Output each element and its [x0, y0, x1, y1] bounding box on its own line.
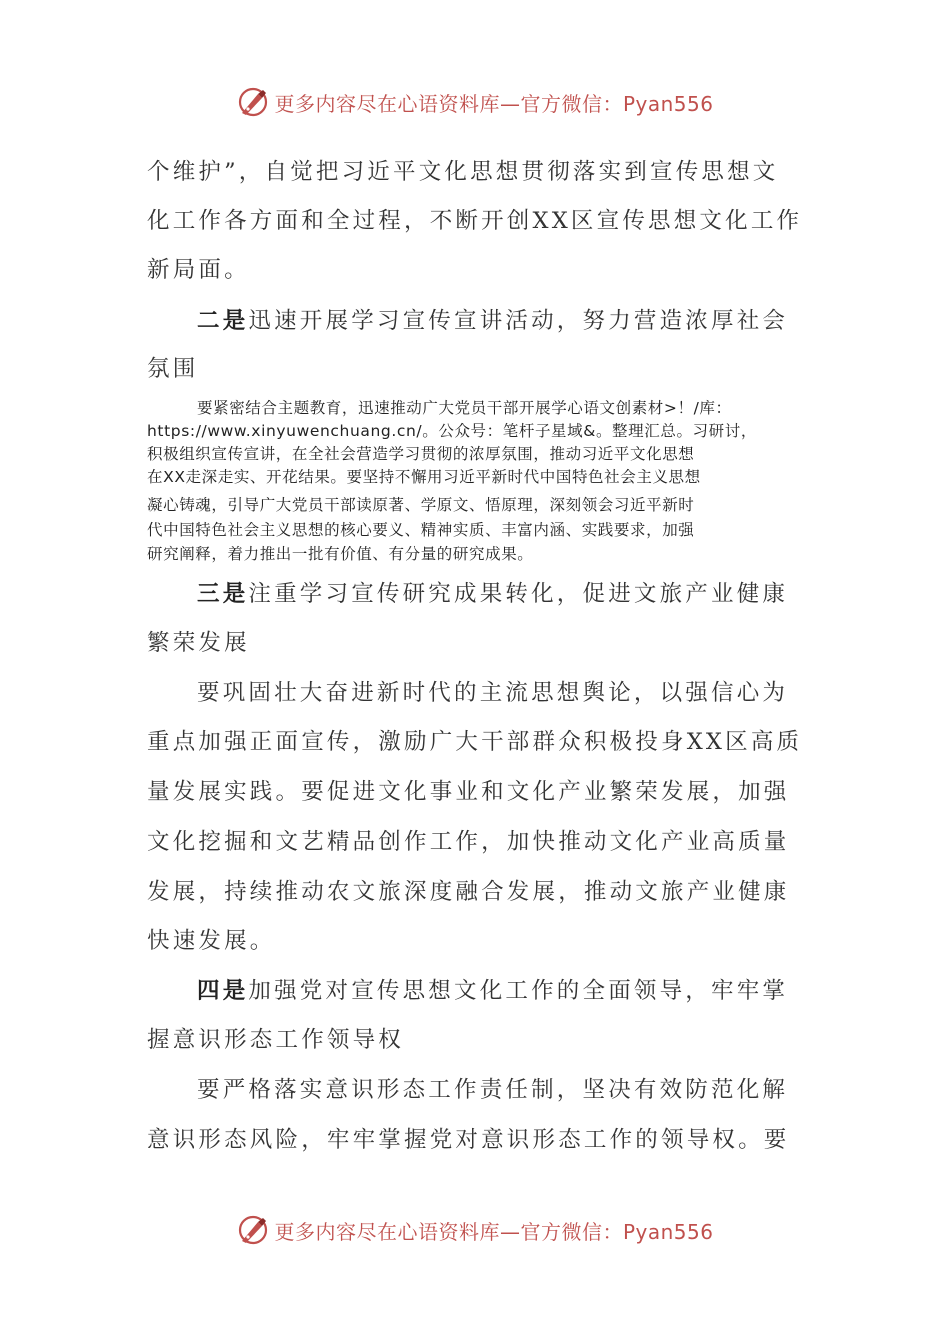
- paragraph-line-small: 要紧密结合主题教育，迅速推动广大党员干部开展学心语文创素材>！/库：: [197, 399, 732, 417]
- heading-lead: 三是: [197, 581, 249, 607]
- paragraph-line-small: https://www.xinyuwenchuang.cn/。公众号：笔杆子星域&。整理汇总。习研讨，: [147, 422, 757, 440]
- pen-nib-logo-icon: [236, 85, 270, 119]
- paragraph-line-small: 凝心铸魂，引导广大党员干部读原著、学原文、悟原理，深刻领会习近平新时: [147, 496, 695, 514]
- pen-nib-logo-icon: [236, 1213, 270, 1247]
- paragraph-line-small: 在XX走深走实、开花结果。要坚持不懈用习近平新时代中国特色社会主义思想: [147, 468, 701, 486]
- paragraph-line: 新局面。: [147, 257, 250, 283]
- heading-lead: 二是: [197, 308, 249, 334]
- paragraph-line-small: 代中国特色社会主义思想的核心要义、精神实质、丰富内涵、实践要求，加强: [147, 521, 695, 539]
- paragraph-line: 要严格落实意识形态工作责任制，坚决有效防范化解: [197, 1077, 789, 1103]
- paragraph-line: 量发展实践。要促进文化事业和文化产业繁荣发展，加强: [147, 779, 790, 805]
- banner-text: 更多内容尽在心语资料库—官方微信：Pyan556: [274, 1219, 714, 1244]
- section-heading-3: [197, 578, 788, 610]
- paragraph-line: 重点加强正面宣传，激励广大干部群众积极投身XX区高质: [147, 729, 803, 755]
- heading-text: 加强党对宣传思想文化工作的全面领导，牢牢掌: [248, 978, 789, 1004]
- paragraph-line: 化工作各方面和全过程，不断开创XX区宣传思想文化工作: [147, 208, 803, 234]
- paragraph-line: 文化挖掘和文艺精品创作工作，加快推动文化产业高质量: [147, 829, 790, 855]
- paragraph-line: 意识形态风险，牢牢掌握党对意识形态工作的领导权。要: [147, 1127, 790, 1153]
- banner-text: 更多内容尽在心语资料库—官方微信：Pyan556: [274, 91, 714, 116]
- section-heading-4-wrap: 握意识形态工作领导权: [147, 1027, 405, 1053]
- section-heading-3-wrap: 繁荣发展: [147, 630, 250, 656]
- heading-text: 迅速开展学习宣传宣讲活动，努力营造浓厚社会: [248, 308, 789, 334]
- section-heading-2-wrap: 氛围: [147, 356, 199, 382]
- paragraph-line: 快速发展。: [147, 928, 276, 954]
- header-banner: [0, 82, 950, 122]
- paragraph-line-small: 研究阐释，着力推出一批有价值、有分量的研究成果。: [147, 545, 534, 563]
- section-heading-4: [197, 975, 788, 1007]
- paragraph-line: 发展，持续推动农文旅深度融合发展，推动文旅产业健康: [147, 879, 790, 905]
- heading-text: 注重学习宣传研究成果转化，促进文旅产业健康: [248, 581, 789, 607]
- section-heading-2: [197, 305, 788, 337]
- footer-banner: [0, 1210, 950, 1250]
- heading-lead: 四是: [197, 978, 249, 1004]
- paragraph-line-small: 积极组织宣传宣讲，在全社会营造学习贯彻的浓厚氛围，推动习近平文化思想: [147, 445, 695, 463]
- paragraph-line: 个维护”，自觉把习近平文化思想贯彻落实到宣传思想文: [147, 159, 779, 185]
- paragraph-line: 要巩固壮大奋进新时代的主流思想舆论，以强信心为: [197, 680, 789, 706]
